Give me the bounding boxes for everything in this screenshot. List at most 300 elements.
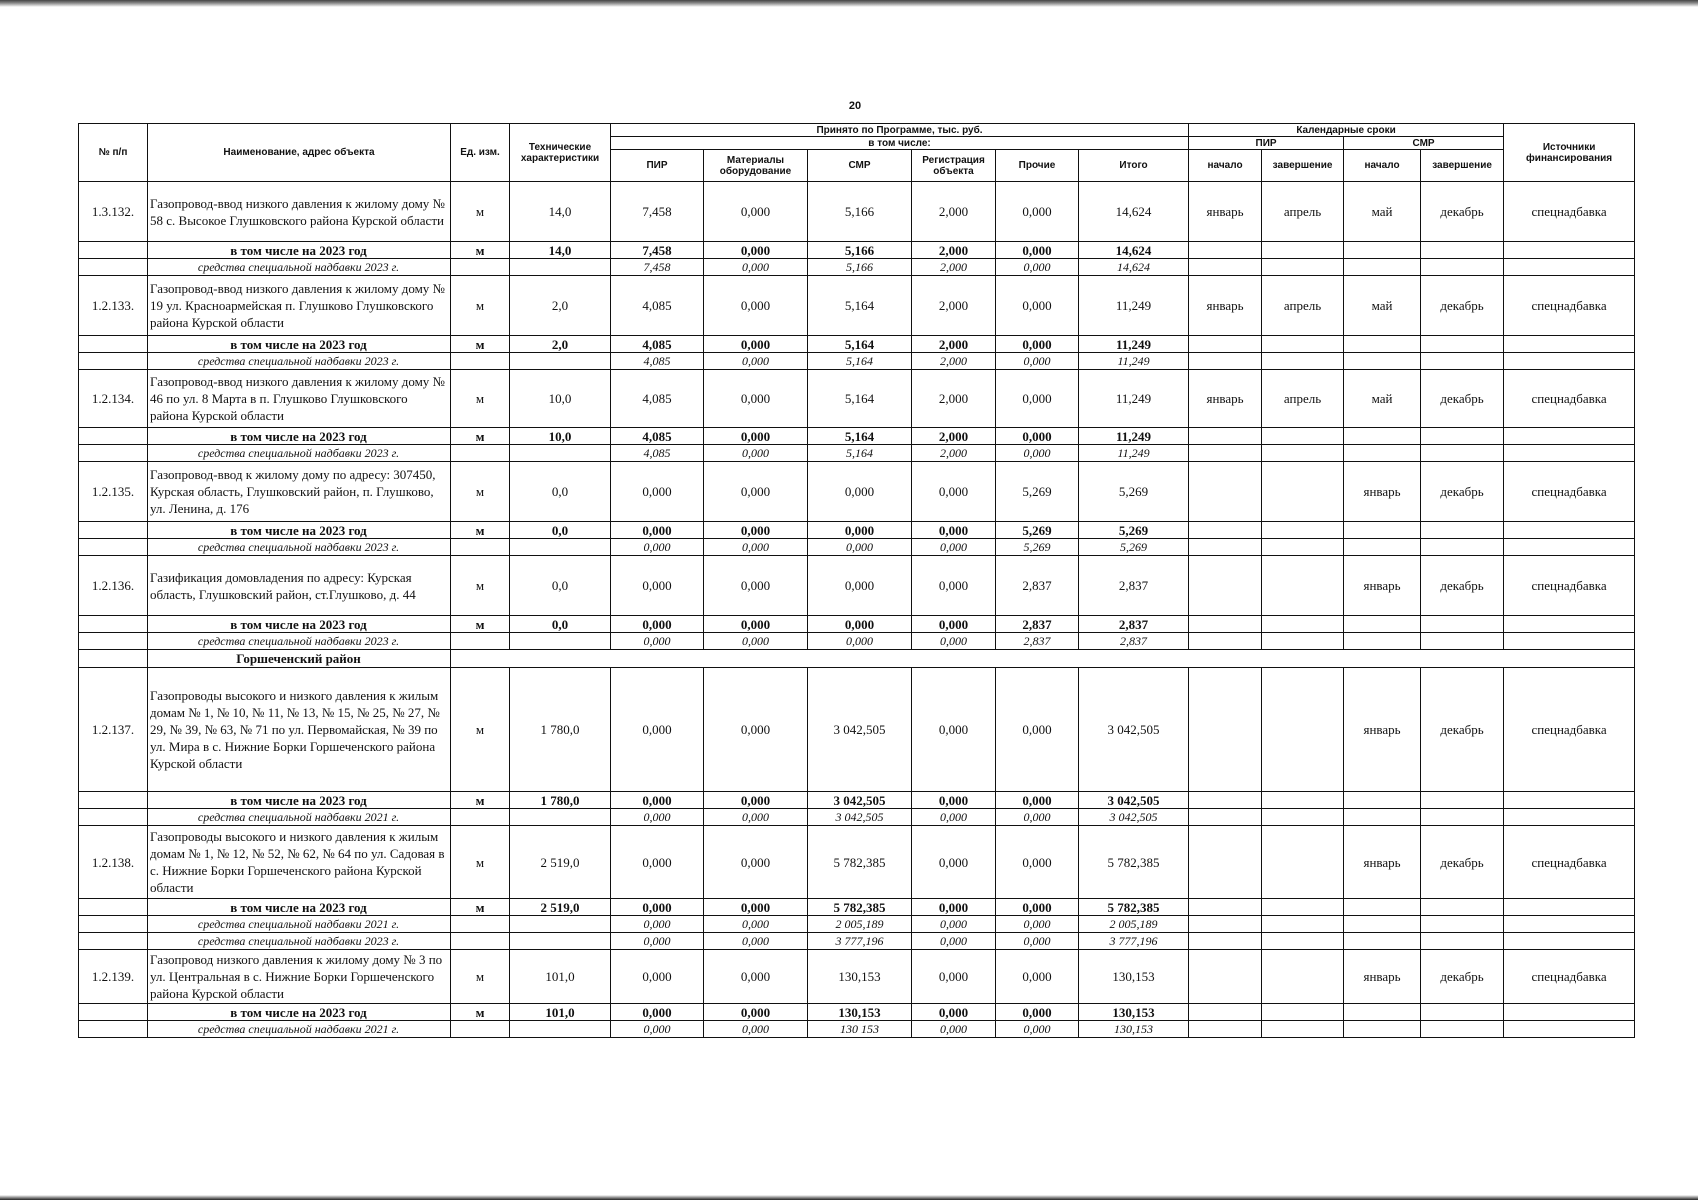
pir-cell: 0,000	[611, 1021, 704, 1038]
pir-cell: 0,000	[611, 539, 704, 556]
smr-end-cell	[1421, 633, 1504, 650]
smr-start-cell: май	[1344, 370, 1421, 428]
funding-source-cell	[1504, 242, 1635, 259]
object-name: Газопроводы высокого и низкого давления к жилым домам № 1, № 10, № 11, № 13, № 15, № 25, № 27, № 29, № 39, № 63, № 71 по ул. Первомайская, № 39 по ул. Мира в с. Нижние Борки Горшеченского района Курской области	[148, 668, 451, 792]
funding-source-cell: спецнадбавка	[1504, 370, 1635, 428]
smr-start-cell	[1344, 933, 1421, 950]
registration-cell: 0,000	[912, 616, 996, 633]
pir-start-cell	[1189, 445, 1262, 462]
smr-start-cell	[1344, 1004, 1421, 1021]
total-cell: 5 782,385	[1079, 899, 1189, 916]
tech-cell: 14,0	[510, 182, 611, 242]
registration-cell: 2,000	[912, 428, 996, 445]
other-cell: 0,000	[996, 276, 1079, 336]
table-row-object	[79, 462, 1635, 522]
table-row-year-subtotal	[79, 428, 1635, 445]
unit-cell: м	[451, 1004, 510, 1021]
total-cell: 2 005,189	[1079, 916, 1189, 933]
funding-source-cell: спецнадбавка	[1504, 556, 1635, 616]
materials-cell: 0,000	[704, 353, 808, 370]
row-number: 1.2.136.	[79, 556, 148, 616]
unit-cell	[451, 933, 510, 950]
row-number: 1.2.139.	[79, 950, 148, 1004]
funding-source-cell: спецнадбавка	[1504, 950, 1635, 1004]
col-header-materials: Материалы оборудование	[704, 150, 808, 182]
other-cell: 0,000	[996, 916, 1079, 933]
unit-cell	[451, 445, 510, 462]
pir-end-cell	[1262, 428, 1344, 445]
tech-cell	[510, 1021, 611, 1038]
object-name: в том числе на 2023 год	[148, 616, 451, 633]
row-number	[79, 933, 148, 950]
col-header-smr-end: завершение	[1421, 150, 1504, 182]
col-header-other: Прочие	[996, 150, 1079, 182]
pir-end-cell	[1262, 539, 1344, 556]
smr-cell: 5,164	[808, 445, 912, 462]
smr-start-cell: январь	[1344, 462, 1421, 522]
unit-cell: м	[451, 792, 510, 809]
smr-start-cell	[1344, 445, 1421, 462]
smr-end-cell	[1421, 353, 1504, 370]
materials-cell: 0,000	[704, 616, 808, 633]
other-cell: 2,837	[996, 616, 1079, 633]
object-name: Газопровод-ввод низкого давления к жилому дому № 46 по ул. 8 Марта в п. Глушково Глушковского района Курской области	[148, 370, 451, 428]
col-header-smr: СМР	[808, 150, 912, 182]
row-number	[79, 633, 148, 650]
smr-end-cell: декабрь	[1421, 826, 1504, 899]
funding-source-cell	[1504, 1021, 1635, 1038]
object-name: средства специальной надбавки 2023 г.	[148, 445, 451, 462]
table-row-year-subtotal	[79, 792, 1635, 809]
table-row-object	[79, 826, 1635, 899]
object-name: Газификация домовладения по адресу: Курская область, Глушковский район, ст.Глушково, д. 44	[148, 556, 451, 616]
smr-cell: 5,166	[808, 259, 912, 276]
unit-cell	[451, 916, 510, 933]
smr-cell: 3 777,196	[808, 933, 912, 950]
smr-end-cell	[1421, 809, 1504, 826]
row-number	[79, 916, 148, 933]
total-cell: 11,249	[1079, 428, 1189, 445]
pir-start-cell	[1189, 1004, 1262, 1021]
registration-cell: 0,000	[912, 1004, 996, 1021]
tech-cell: 2 519,0	[510, 826, 611, 899]
funding-source-cell	[1504, 809, 1635, 826]
smr-end-cell	[1421, 336, 1504, 353]
pir-start-cell	[1189, 899, 1262, 916]
materials-cell: 0,000	[704, 370, 808, 428]
other-cell: 0,000	[996, 809, 1079, 826]
smr-end-cell	[1421, 1021, 1504, 1038]
total-cell: 3 042,505	[1079, 809, 1189, 826]
table-row-funding-source	[79, 933, 1635, 950]
pir-cell: 0,000	[611, 1004, 704, 1021]
program-table	[78, 123, 1635, 1038]
funding-source-cell	[1504, 633, 1635, 650]
pir-start-cell	[1189, 1021, 1262, 1038]
other-cell: 0,000	[996, 242, 1079, 259]
unit-cell: м	[451, 522, 510, 539]
pir-end-cell: апрель	[1262, 276, 1344, 336]
pir-start-cell	[1189, 242, 1262, 259]
funding-source-cell	[1504, 933, 1635, 950]
table-row-object	[79, 950, 1635, 1004]
table-row-year-subtotal	[79, 242, 1635, 259]
other-cell: 0,000	[996, 428, 1079, 445]
materials-cell: 0,000	[704, 1004, 808, 1021]
pir-end-cell	[1262, 826, 1344, 899]
unit-cell: м	[451, 182, 510, 242]
materials-cell: 0,000	[704, 242, 808, 259]
total-cell: 11,249	[1079, 336, 1189, 353]
col-header-pir-end: завершение	[1262, 150, 1344, 182]
pir-start-cell	[1189, 353, 1262, 370]
pir-start-cell: январь	[1189, 276, 1262, 336]
table-row-year-subtotal	[79, 522, 1635, 539]
pir-start-cell	[1189, 539, 1262, 556]
row-number	[79, 336, 148, 353]
pir-start-cell	[1189, 336, 1262, 353]
pir-start-cell	[1189, 522, 1262, 539]
district-empty-cell	[451, 650, 1635, 668]
materials-cell: 0,000	[704, 336, 808, 353]
unit-cell	[451, 1021, 510, 1038]
pir-end-cell	[1262, 916, 1344, 933]
unit-cell: м	[451, 668, 510, 792]
col-header-pir: ПИР	[611, 150, 704, 182]
funding-source-cell: спецнадбавка	[1504, 182, 1635, 242]
object-name: в том числе на 2023 год	[148, 1004, 451, 1021]
unit-cell: м	[451, 428, 510, 445]
table-row-year-subtotal	[79, 336, 1635, 353]
funding-source-cell	[1504, 445, 1635, 462]
pir-cell: 4,085	[611, 445, 704, 462]
table-row-object	[79, 182, 1635, 242]
smr-end-cell: декабрь	[1421, 556, 1504, 616]
row-no-cell	[79, 650, 148, 668]
pir-end-cell	[1262, 899, 1344, 916]
pir-cell: 0,000	[611, 899, 704, 916]
unit-cell: м	[451, 370, 510, 428]
col-header-total: Итого	[1079, 150, 1189, 182]
unit-cell: м	[451, 462, 510, 522]
smr-cell: 0,000	[808, 522, 912, 539]
col-header-pir-start: начало	[1189, 150, 1262, 182]
tech-cell	[510, 809, 611, 826]
materials-cell: 0,000	[704, 916, 808, 933]
smr-end-cell: декабрь	[1421, 276, 1504, 336]
other-cell: 5,269	[996, 539, 1079, 556]
funding-source-cell	[1504, 792, 1635, 809]
object-name: в том числе на 2023 год	[148, 522, 451, 539]
unit-cell	[451, 809, 510, 826]
total-cell: 14,624	[1079, 182, 1189, 242]
materials-cell: 0,000	[704, 462, 808, 522]
smr-start-cell: январь	[1344, 826, 1421, 899]
smr-start-cell	[1344, 633, 1421, 650]
materials-cell: 0,000	[704, 668, 808, 792]
pir-end-cell: апрель	[1262, 370, 1344, 428]
smr-cell: 5,166	[808, 242, 912, 259]
registration-cell: 0,000	[912, 539, 996, 556]
pir-end-cell	[1262, 522, 1344, 539]
row-number	[79, 899, 148, 916]
pir-start-cell	[1189, 950, 1262, 1004]
pir-end-cell	[1262, 353, 1344, 370]
pir-cell: 4,085	[611, 336, 704, 353]
total-cell: 14,624	[1079, 242, 1189, 259]
smr-end-cell	[1421, 428, 1504, 445]
tech-cell	[510, 916, 611, 933]
smr-cell: 5,164	[808, 276, 912, 336]
other-cell: 2,837	[996, 556, 1079, 616]
total-cell: 2,837	[1079, 616, 1189, 633]
smr-cell: 0,000	[808, 462, 912, 522]
registration-cell: 0,000	[912, 899, 996, 916]
smr-cell: 3 042,505	[808, 809, 912, 826]
smr-start-cell: январь	[1344, 556, 1421, 616]
pir-cell: 7,458	[611, 182, 704, 242]
scan-edge-top	[0, 0, 1698, 7]
materials-cell: 0,000	[704, 428, 808, 445]
smr-start-cell	[1344, 522, 1421, 539]
total-cell: 5,269	[1079, 539, 1189, 556]
funding-source-cell: спецнадбавка	[1504, 462, 1635, 522]
other-cell: 0,000	[996, 899, 1079, 916]
registration-cell: 0,000	[912, 809, 996, 826]
pir-end-cell	[1262, 556, 1344, 616]
tech-cell: 1 780,0	[510, 668, 611, 792]
smr-cell: 2 005,189	[808, 916, 912, 933]
pir-cell: 7,458	[611, 242, 704, 259]
pir-end-cell	[1262, 633, 1344, 650]
smr-cell: 0,000	[808, 539, 912, 556]
tech-cell	[510, 633, 611, 650]
unit-cell: м	[451, 336, 510, 353]
total-cell: 11,249	[1079, 370, 1189, 428]
pir-cell: 0,000	[611, 933, 704, 950]
total-cell: 11,249	[1079, 276, 1189, 336]
col-header-unit: Ед. изм.	[451, 124, 510, 182]
smr-start-cell: январь	[1344, 950, 1421, 1004]
tech-cell: 10,0	[510, 428, 611, 445]
pir-cell: 0,000	[611, 633, 704, 650]
pir-end-cell	[1262, 950, 1344, 1004]
total-cell: 5,269	[1079, 522, 1189, 539]
other-cell: 0,000	[996, 370, 1079, 428]
object-name: Газопровод-ввод низкого давления к жилому дому № 19 ул. Красноармейская п. Глушково Глушковского района Курской области	[148, 276, 451, 336]
total-cell: 11,249	[1079, 353, 1189, 370]
other-cell: 0,000	[996, 826, 1079, 899]
other-cell: 0,000	[996, 336, 1079, 353]
row-number: 1.2.135.	[79, 462, 148, 522]
funding-source-cell	[1504, 1004, 1635, 1021]
funding-source-cell	[1504, 428, 1635, 445]
funding-source-cell: спецнадбавка	[1504, 826, 1635, 899]
other-cell: 0,000	[996, 445, 1079, 462]
row-number	[79, 809, 148, 826]
pir-cell: 4,085	[611, 370, 704, 428]
table-row-year-subtotal	[79, 616, 1635, 633]
smr-cell: 5,164	[808, 336, 912, 353]
smr-end-cell	[1421, 792, 1504, 809]
smr-start-cell	[1344, 916, 1421, 933]
smr-start-cell: январь	[1344, 668, 1421, 792]
pir-cell: 0,000	[611, 556, 704, 616]
object-name: в том числе на 2023 год	[148, 792, 451, 809]
pir-cell: 0,000	[611, 792, 704, 809]
object-name: в том числе на 2023 год	[148, 336, 451, 353]
table-row-funding-source	[79, 259, 1635, 276]
tech-cell	[510, 445, 611, 462]
tech-cell: 2,0	[510, 336, 611, 353]
col-header-cal-smr: СМР	[1344, 137, 1504, 150]
registration-cell: 2,000	[912, 353, 996, 370]
registration-cell: 2,000	[912, 336, 996, 353]
registration-cell: 0,000	[912, 950, 996, 1004]
smr-start-cell	[1344, 809, 1421, 826]
row-number: 1.2.134.	[79, 370, 148, 428]
materials-cell: 0,000	[704, 792, 808, 809]
smr-end-cell	[1421, 259, 1504, 276]
pir-cell: 0,000	[611, 916, 704, 933]
pir-cell: 4,085	[611, 428, 704, 445]
row-number: 1.2.138.	[79, 826, 148, 899]
pir-end-cell	[1262, 242, 1344, 259]
tech-cell	[510, 933, 611, 950]
object-name: средства специальной надбавки 2021 г.	[148, 916, 451, 933]
tech-cell: 0,0	[510, 462, 611, 522]
smr-cell: 0,000	[808, 633, 912, 650]
smr-cell: 5,164	[808, 370, 912, 428]
smr-start-cell	[1344, 1021, 1421, 1038]
pir-start-cell	[1189, 462, 1262, 522]
unit-cell: м	[451, 899, 510, 916]
pir-end-cell: апрель	[1262, 182, 1344, 242]
pir-cell: 0,000	[611, 668, 704, 792]
pir-end-cell	[1262, 259, 1344, 276]
table-row-funding-source	[79, 916, 1635, 933]
materials-cell: 0,000	[704, 182, 808, 242]
table-row-funding-source	[79, 809, 1635, 826]
total-cell: 2,837	[1079, 633, 1189, 650]
col-header-tech: Технические характеристики	[510, 124, 611, 182]
other-cell: 0,000	[996, 353, 1079, 370]
program-table-sheet	[78, 123, 1634, 1038]
materials-cell: 0,000	[704, 276, 808, 336]
col-header-including: в том числе:	[611, 137, 1189, 150]
table-row-object	[79, 668, 1635, 792]
pir-cell: 0,000	[611, 522, 704, 539]
materials-cell: 0,000	[704, 933, 808, 950]
row-number	[79, 1021, 148, 1038]
tech-cell	[510, 353, 611, 370]
pir-cell: 0,000	[611, 809, 704, 826]
other-cell: 0,000	[996, 668, 1079, 792]
row-number	[79, 242, 148, 259]
smr-start-cell	[1344, 428, 1421, 445]
pir-cell: 0,000	[611, 462, 704, 522]
materials-cell: 0,000	[704, 259, 808, 276]
pir-end-cell	[1262, 1021, 1344, 1038]
table-row-year-subtotal	[79, 1004, 1635, 1021]
object-name: средства специальной надбавки 2021 г.	[148, 809, 451, 826]
materials-cell: 0,000	[704, 556, 808, 616]
pir-cell: 0,000	[611, 826, 704, 899]
materials-cell: 0,000	[704, 539, 808, 556]
object-name: в том числе на 2023 год	[148, 242, 451, 259]
smr-end-cell	[1421, 242, 1504, 259]
page-number: 20	[848, 100, 862, 112]
funding-source-cell	[1504, 336, 1635, 353]
object-name: средства специальной надбавки 2021 г.	[148, 1021, 451, 1038]
smr-cell: 3 042,505	[808, 792, 912, 809]
pir-end-cell	[1262, 668, 1344, 792]
smr-cell: 0,000	[808, 616, 912, 633]
smr-cell: 5,164	[808, 353, 912, 370]
smr-start-cell: май	[1344, 182, 1421, 242]
pir-end-cell	[1262, 1004, 1344, 1021]
smr-cell: 0,000	[808, 556, 912, 616]
row-number: 1.3.132.	[79, 182, 148, 242]
tech-cell: 101,0	[510, 950, 611, 1004]
pir-cell: 4,085	[611, 353, 704, 370]
other-cell: 0,000	[996, 1004, 1079, 1021]
object-name: средства специальной надбавки 2023 г.	[148, 539, 451, 556]
registration-cell: 0,000	[912, 462, 996, 522]
col-header-calendar: Календарные сроки	[1189, 124, 1504, 137]
smr-cell: 130,153	[808, 950, 912, 1004]
registration-cell: 2,000	[912, 276, 996, 336]
object-name: средства специальной надбавки 2023 г.	[148, 633, 451, 650]
registration-cell: 0,000	[912, 933, 996, 950]
scan-edge-bottom	[0, 1195, 1698, 1200]
funding-source-cell	[1504, 539, 1635, 556]
smr-cell: 3 042,505	[808, 668, 912, 792]
row-number	[79, 522, 148, 539]
smr-end-cell	[1421, 899, 1504, 916]
pir-start-cell	[1189, 556, 1262, 616]
table-row-funding-source	[79, 539, 1635, 556]
pir-end-cell	[1262, 616, 1344, 633]
other-cell: 5,269	[996, 462, 1079, 522]
row-number	[79, 445, 148, 462]
unit-cell	[451, 259, 510, 276]
table-row-funding-source	[79, 633, 1635, 650]
object-name: в том числе на 2023 год	[148, 899, 451, 916]
smr-end-cell	[1421, 933, 1504, 950]
table-row-object	[79, 370, 1635, 428]
funding-source-cell: спецнадбавка	[1504, 668, 1635, 792]
object-name: Газопровод низкого давления к жилому дому № 3 по ул. Центральная в с. Нижние Борки Горшеченского района Курской области	[148, 950, 451, 1004]
tech-cell: 2 519,0	[510, 899, 611, 916]
object-name: средства специальной надбавки 2023 г.	[148, 259, 451, 276]
object-name: средства специальной надбавки 2023 г.	[148, 933, 451, 950]
materials-cell: 0,000	[704, 633, 808, 650]
pir-end-cell	[1262, 462, 1344, 522]
pir-start-cell: январь	[1189, 182, 1262, 242]
row-number	[79, 616, 148, 633]
registration-cell: 2,000	[912, 242, 996, 259]
smr-start-cell	[1344, 792, 1421, 809]
unit-cell: м	[451, 826, 510, 899]
unit-cell: м	[451, 616, 510, 633]
col-header-smr-start: начало	[1344, 150, 1421, 182]
materials-cell: 0,000	[704, 950, 808, 1004]
smr-end-cell: декабрь	[1421, 668, 1504, 792]
funding-source-cell	[1504, 899, 1635, 916]
pir-cell: 7,458	[611, 259, 704, 276]
tech-cell: 10,0	[510, 370, 611, 428]
